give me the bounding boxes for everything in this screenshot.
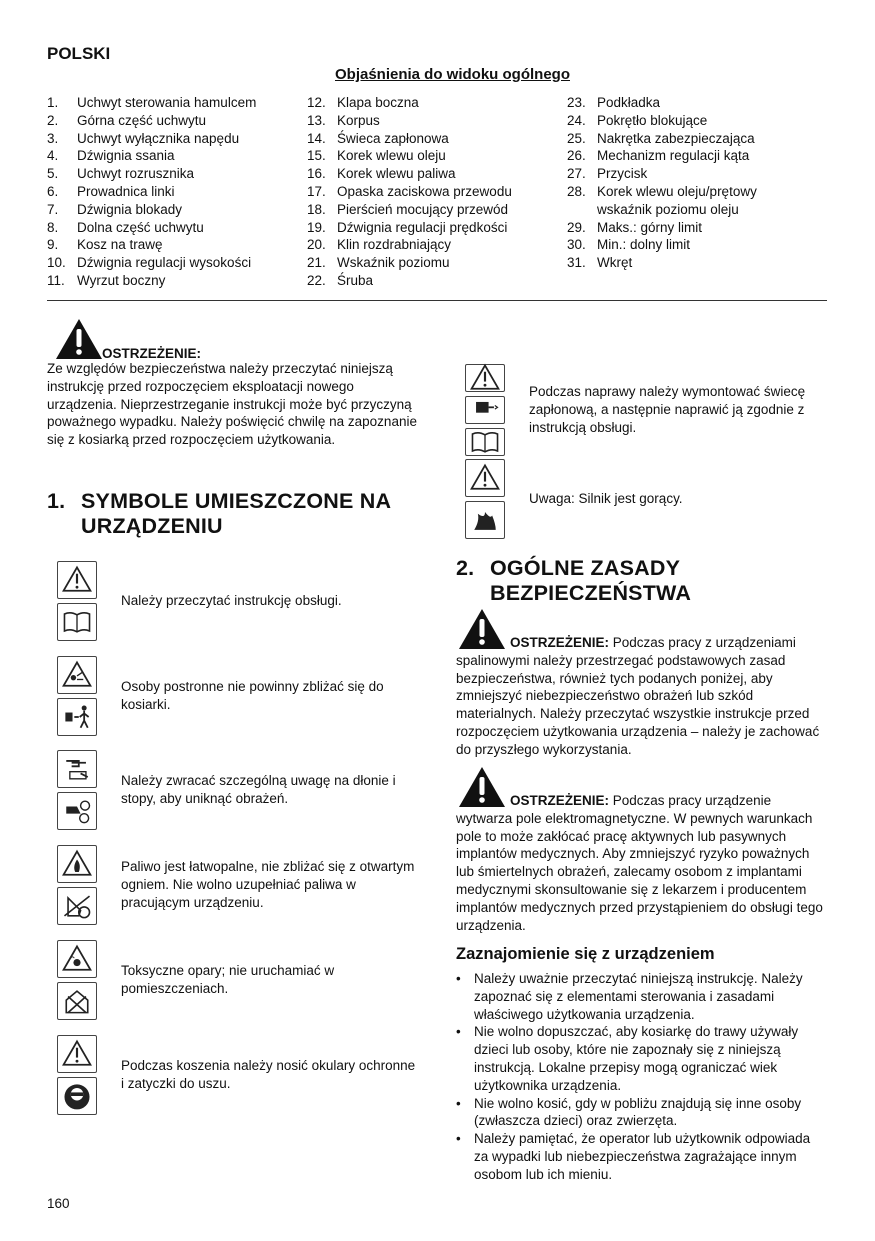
warning-icon (465, 459, 505, 497)
spark-plug-icon (465, 396, 505, 424)
warning-icon (57, 1035, 97, 1073)
symbol-description: Podczas koszenia należy nosić okulary ochronne i zatyczki do uszu. (121, 1058, 416, 1091)
legend-item-label: Mechanizm regulacji kąta (597, 148, 750, 164)
legend-item (307, 147, 569, 165)
legend-item-number: 25. (567, 130, 586, 146)
legend-item-label: Podkładka (597, 95, 661, 110)
legend-item-number: 31. (567, 255, 586, 271)
legend-item-number: 1. (47, 95, 59, 110)
legend-item-number: 20. (307, 237, 326, 253)
safety-symbol-row (57, 1035, 421, 1115)
bullet-icon: • (456, 1024, 461, 1040)
legend-item-label: Śruba (337, 272, 374, 288)
legend-item-number: 9. (47, 237, 59, 253)
symbol-stack (57, 561, 101, 641)
symbol-description: Toksyczne opary; nie uruchamiać w pomieszczeniach. (121, 963, 335, 996)
legend-item-number: 7. (47, 201, 59, 217)
legend-item-number: 10. (47, 255, 66, 271)
safety-symbol-row (57, 940, 421, 1020)
list-item (456, 970, 828, 1023)
legend-item-number: 21. (307, 255, 326, 271)
symbol-stack (57, 1035, 101, 1115)
legend-item-label: Opaska zaciskowa przewodu (337, 183, 512, 199)
page-number: 160 (47, 1196, 70, 1211)
list-item-text: Należy uważnie przeczytać niniejszą instrukcję. Należy zapoznać się z elementami sterowania i zasadami właściwego użytkowania urządzenia. (474, 971, 803, 1022)
list-item-text: Należy pamiętać, że operator lub użytkownik odpowiada za wypadki lub niebezpieczeństwa zagrażające innym osobom lub ich mieniu. (474, 1131, 811, 1182)
warning-icon (57, 561, 97, 599)
legend-item-number: 15. (307, 148, 326, 164)
legend-column-3 (567, 94, 829, 272)
list-item (456, 1095, 828, 1131)
warning-label: OSTRZEŻENIE: (510, 793, 610, 808)
toxic-fumes-icon (57, 940, 97, 978)
hand-cut-icon (57, 750, 97, 788)
symbol-stack (465, 459, 509, 539)
legend-item-number: 12. (307, 95, 326, 110)
symbol-description: Należy przeczytać instrukcję obsługi. (121, 593, 342, 609)
legend-column-2 (307, 94, 569, 290)
list-item (456, 1023, 828, 1094)
list-item-text: Nie wolno kosić, gdy w pobliżu znajdują się inne osoby (zwłaszcza dzieci) oraz zwierzęta. (474, 1095, 802, 1129)
legend-item-label: Przycisk (597, 166, 648, 182)
legend-item-label: Górna część uchwytu (77, 112, 207, 128)
legend-item-number: 26. (567, 148, 586, 164)
flammable-icon (57, 845, 97, 883)
legend-item-label: Dźwignia regulacji prędkości (337, 219, 508, 235)
section-2-heading (456, 556, 836, 606)
left-warning-block (47, 318, 427, 449)
legend-item (47, 130, 309, 148)
legend-item (567, 254, 829, 272)
section-title: OGÓLNE ZASADY BEZPIECZEŃSTWA (490, 556, 692, 605)
section-title: SYMBOLE UMIESZCZONE NA URZĄDZENIU (81, 489, 391, 538)
legend-item-number: 22. (307, 272, 326, 288)
symbol-description: Należy zwracać szczególną uwagę na dłonie i stopy, aby uniknąć obrażeń. (121, 773, 396, 806)
legend-item-label: Korek wlewu oleju (337, 148, 446, 164)
legend-item-number: 11. (47, 272, 65, 288)
legend-item-number: 19. (307, 219, 326, 235)
symbol-description: Podczas naprawy należy wymontować świecę zapłonową, a następnie naprawić ją zgodnie z instrukcją obsługi. (529, 384, 806, 435)
legend-item (307, 201, 569, 219)
warning-text: Ze względów bezpieczeństwa należy przeczytać niniejszą instrukcję przed rozpoczęciem eksploatacji nowego urządzenia. Nieprzestrzeganie instrukcji może być przyczyną poważnego wypadku. Należy poświęcić chwilę na zapoznanie się z kosiarką przed rozpoczęciem użytkowania. (47, 361, 417, 448)
legend-item-label: Nakrętka zabezpieczająca (597, 130, 755, 146)
safety-symbol-row (57, 845, 421, 925)
legend-item-number: 18. (307, 201, 326, 217)
right-warning-1 (456, 608, 828, 759)
legend-item-number: 27. (567, 166, 586, 182)
symbol-description: Paliwo jest łatwopalne, nie zbliżać się z otwartym ogniem. Nie wolno uzupełniać paliwa w pracującym urządzeniu. (121, 859, 415, 910)
language-heading: POLSKI (47, 44, 111, 63)
legend-item-number: 17. (307, 183, 326, 199)
legend-item-label: Pokrętło blokujące (597, 112, 708, 128)
legend-item-label: Wskaźnik poziomu (337, 255, 450, 271)
legend-item-number: 3. (47, 130, 59, 146)
legend-item (307, 236, 569, 254)
subheading: Zaznajomienie się z urządzeniem (456, 945, 715, 963)
legend-item-label: Uchwyt wyłącznika napędu (77, 130, 240, 146)
legend-item-label: Wyrzut boczny (77, 272, 166, 288)
symbol-stack (57, 845, 101, 925)
legend-item (567, 147, 829, 165)
legend-item-label: Uchwyt rozrusznika (77, 166, 195, 182)
legend-item (47, 165, 309, 183)
familiarization-subheading (456, 945, 828, 964)
legend-item (567, 130, 829, 148)
legend-item-number: 8. (47, 219, 59, 235)
legend-item (307, 254, 569, 272)
legend-item (567, 236, 829, 254)
symbol-description: Osoby postronne nie powinny zbliżać się do kosiarki. (121, 679, 384, 712)
keep-bystanders-away-icon (57, 698, 97, 736)
legend-item (567, 94, 829, 112)
safety-symbol-row (465, 364, 819, 456)
legend-item-number: 14. (307, 130, 326, 146)
section-1-heading (47, 489, 427, 539)
warning-header (55, 318, 427, 360)
warning-icon (458, 766, 506, 808)
legend-item-label: Min.: dolny limit (597, 237, 691, 253)
legend-item-number: 24. (567, 112, 586, 128)
symbol-stack (57, 940, 101, 1020)
section-number: 1. (47, 489, 66, 513)
legend-item-label: Dźwignia regulacji wysokości (77, 255, 252, 271)
legend-item (47, 254, 309, 272)
legend-item (47, 201, 309, 219)
legend-item-label: Prowadnica linki (77, 183, 175, 199)
legend-item (47, 236, 309, 254)
legend-title (0, 66, 875, 83)
hot-surface-icon (465, 501, 505, 539)
foot-cut-icon (57, 792, 97, 830)
right-warning-2 (456, 766, 828, 934)
legend-item-label: Kosz na trawę (77, 237, 163, 253)
legend-item (567, 183, 829, 219)
thrown-object-icon (57, 656, 97, 694)
legend-item (47, 272, 309, 290)
safety-symbol-row (465, 459, 819, 539)
legend-item (567, 112, 829, 130)
legend-item-number: 2. (47, 112, 59, 128)
warning-icon (465, 364, 505, 392)
manual-book-icon (465, 428, 505, 456)
legend-item-label: Klin rozdrabniający (337, 237, 452, 253)
legend-item-label: Dźwignia ssania (77, 148, 175, 164)
legend-item (567, 219, 829, 237)
list-item-text: Nie wolno dopuszczać, aby kosiarkę do trawy używały dzieci lub osoby, które nie zapoznały się z niniejszą instrukcją. Lokalne przepisy mogą ograniczać wiek użytkownika urządzenia. (474, 1024, 799, 1093)
no-indoor-use-icon (57, 982, 97, 1020)
legend-item-number: 6. (47, 183, 59, 199)
legend-item-number: 13. (307, 112, 326, 128)
legend-item-number: 29. (567, 219, 586, 235)
no-refuel-running-icon (57, 887, 97, 925)
bullet-icon: • (456, 1095, 461, 1111)
legend-item-number: 4. (47, 148, 59, 164)
warning-icon (458, 608, 506, 650)
symbol-stack (465, 364, 509, 456)
symbol-stack (57, 750, 101, 830)
legend-item-label: Dolna część uchwytu (77, 219, 204, 235)
legend-item (307, 94, 569, 112)
legend-item-label: Korek wlewu oleju/prętowy wskaźnik poziomu oleju (597, 183, 757, 217)
legend-item (567, 165, 829, 183)
legend-item (47, 147, 309, 165)
legend-title-text: Objaśnienia do widoku ogólnego (334, 66, 570, 83)
legend-item-number: 16. (307, 166, 326, 182)
warning-text: Podczas pracy z urządzeniami spalinowymi należy przestrzegać podstawowych zasad bezpieczeństwa, również tych podanych poniżej, aby zmniejszyć niebezpieczeństwo obrażeń lub szkód materialnych. Należy przeczytać wszystkie instrukcje przed rozpoczęciem użytkowania urządzenia – należy je zachować do przyszłego wykorzystania. (456, 635, 820, 757)
legend-item (47, 219, 309, 237)
bullet-icon: • (456, 971, 461, 986)
legend-item-label: Dźwignia blokady (77, 201, 183, 217)
bullet-icon: • (456, 1131, 461, 1147)
legend-item-label: Korek wlewu paliwa (337, 166, 456, 182)
legend-item (47, 183, 309, 201)
section-number: 2. (456, 556, 475, 580)
legend-item-number: 28. (567, 183, 586, 199)
safety-symbol-row (57, 750, 421, 830)
legend-item-label: Wkręt (597, 255, 633, 271)
legend-item (307, 219, 569, 237)
safety-symbol-row (57, 561, 421, 641)
legend-item (307, 165, 569, 183)
list-item (456, 1130, 828, 1183)
familiarization-list (456, 970, 828, 1184)
warning-text: Podczas pracy urządzenie wytwarza pole elektromagnetyczne. W pewnych warunkach pole to może zakłócać pracę aktywnych lub pasywnych implantów medycznych. Aby zmniejszyć ryzyko poważnych lub śmiertelnych obrażeń, zalecamy osobom z implantami medycznymi skonsultowanie się z lekarzem i producentem implantów medycznych przed przystąpieniem do obsługi tego urządzenia. (456, 793, 823, 933)
warning-label: OSTRZEŻENIE: (102, 346, 202, 361)
safety-symbol-row (57, 656, 421, 736)
legend-item-label: Pierścień mocujący przewód (337, 201, 509, 217)
symbol-description: Uwaga: Silnik jest gorący. (529, 491, 683, 507)
legend-column-1 (47, 94, 309, 290)
legend-item (47, 112, 309, 130)
legend-item-label: Korpus (337, 112, 380, 128)
manual-book-icon (57, 603, 97, 641)
divider (47, 300, 827, 301)
legend-item-number: 23. (567, 95, 586, 110)
legend-item (307, 130, 569, 148)
legend-item-label: Maks.: górny limit (597, 219, 703, 235)
legend-item (307, 112, 569, 130)
legend-item (307, 272, 569, 290)
legend-item-number: 5. (47, 166, 59, 182)
legend-item-label: Klapa boczna (337, 95, 419, 110)
eye-ear-protection-icon (57, 1077, 97, 1115)
legend-item-label: Świeca zapłonowa (337, 130, 449, 146)
symbol-stack (57, 656, 101, 736)
warning-icon (55, 318, 103, 360)
warning-label: OSTRZEŻENIE: (510, 635, 610, 650)
legend-item (307, 183, 569, 201)
legend-item (47, 94, 309, 112)
legend-item-number: 30. (567, 237, 586, 253)
legend-item-label: Uchwyt sterowania hamulcem (77, 95, 257, 110)
